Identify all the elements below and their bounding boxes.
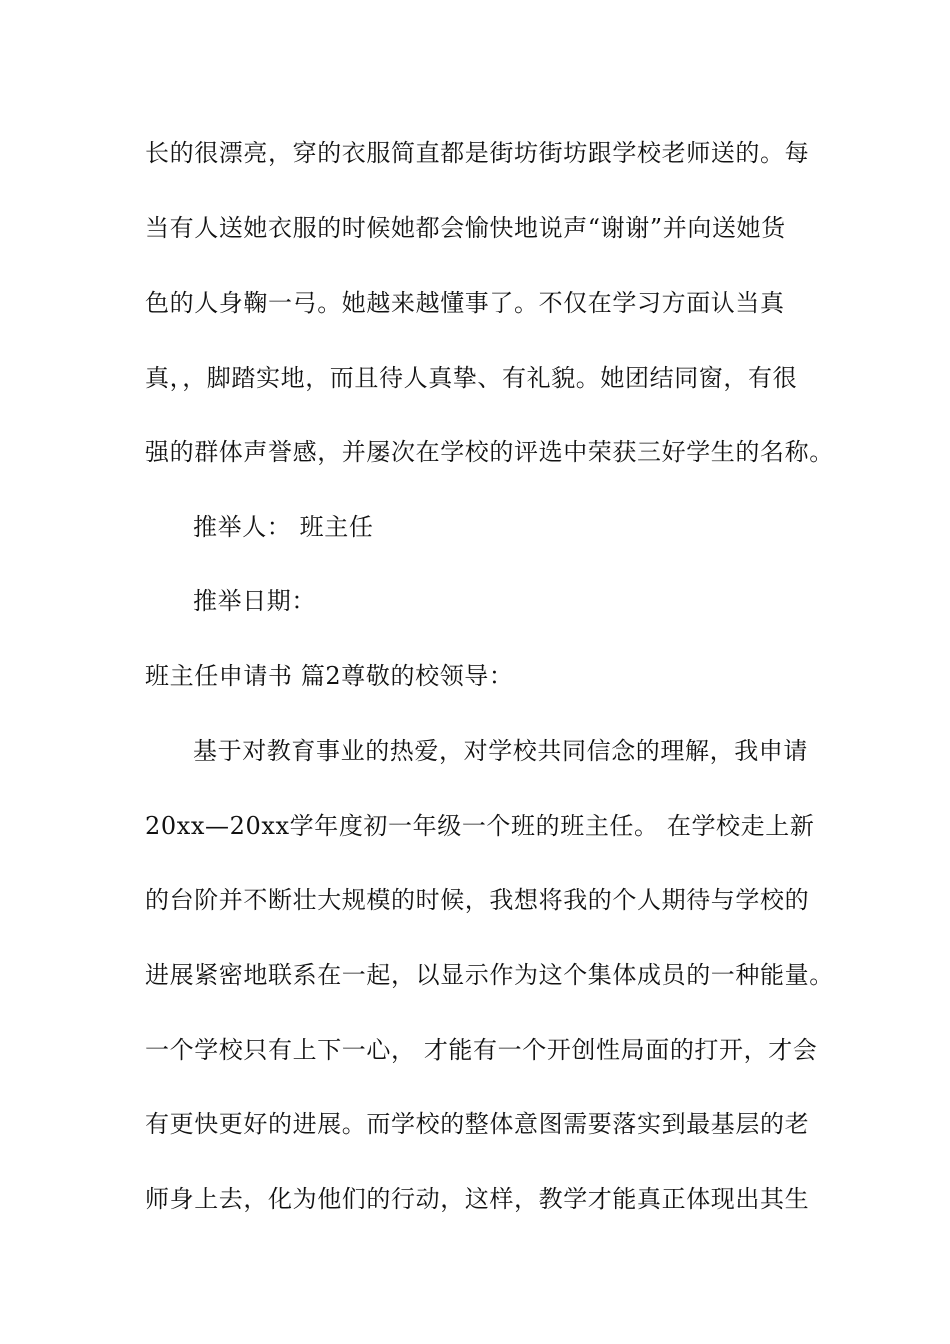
- paragraph-line: 有更快更好的进展。而学校的整体意图需要落实到最基层的老: [145, 1110, 810, 1138]
- paragraph-line: 真，，脚踏实地，而且待人真挚、有礼貌。她团结同窗，有很: [145, 364, 798, 392]
- paragraph-line: 的台阶并不断壮大规模的时候，我想将我的个人期待与学校的: [145, 886, 810, 914]
- paragraph-line: 强的群体声誉感，并屡次在学校的评选中荣获三好学生的名称。: [145, 438, 834, 466]
- paragraph-line: 师身上去，化为他们的行动，这样，教学才能真正体现出其生: [145, 1185, 810, 1213]
- paragraph-line: 长的很漂亮，穿的衣服简直都是街坊街坊跟学校老师送的。每: [145, 139, 810, 167]
- paragraph-line: 当有人送她衣服的时候她都会愉快地说声“谢谢”并向送她货: [145, 214, 786, 242]
- recommend-date-line: 推举日期：: [193, 587, 316, 615]
- section-heading: 班主任申请书 篇2尊敬的校领导：: [145, 662, 514, 690]
- paragraph-line: 基于对教育事业的热爱，对学校共同信念的理解，我申请: [193, 737, 808, 765]
- paragraph-line: 色的人身鞠一弓。她越来越懂事了。不仅在学习方面认当真: [145, 289, 785, 317]
- paragraph-line: 一个学校只有上下一心， 才能有一个开创性局面的打开，才会: [145, 1036, 818, 1064]
- paragraph-line: 进展紧密地联系在一起，以显示作为这个集体成员的一种能量。: [145, 961, 834, 989]
- paragraph-line: 20xx—20xx学年度初一年级一个班的班主任。 在学校走上新: [145, 812, 815, 840]
- recommender-line: 推举人： 班主任: [193, 513, 374, 541]
